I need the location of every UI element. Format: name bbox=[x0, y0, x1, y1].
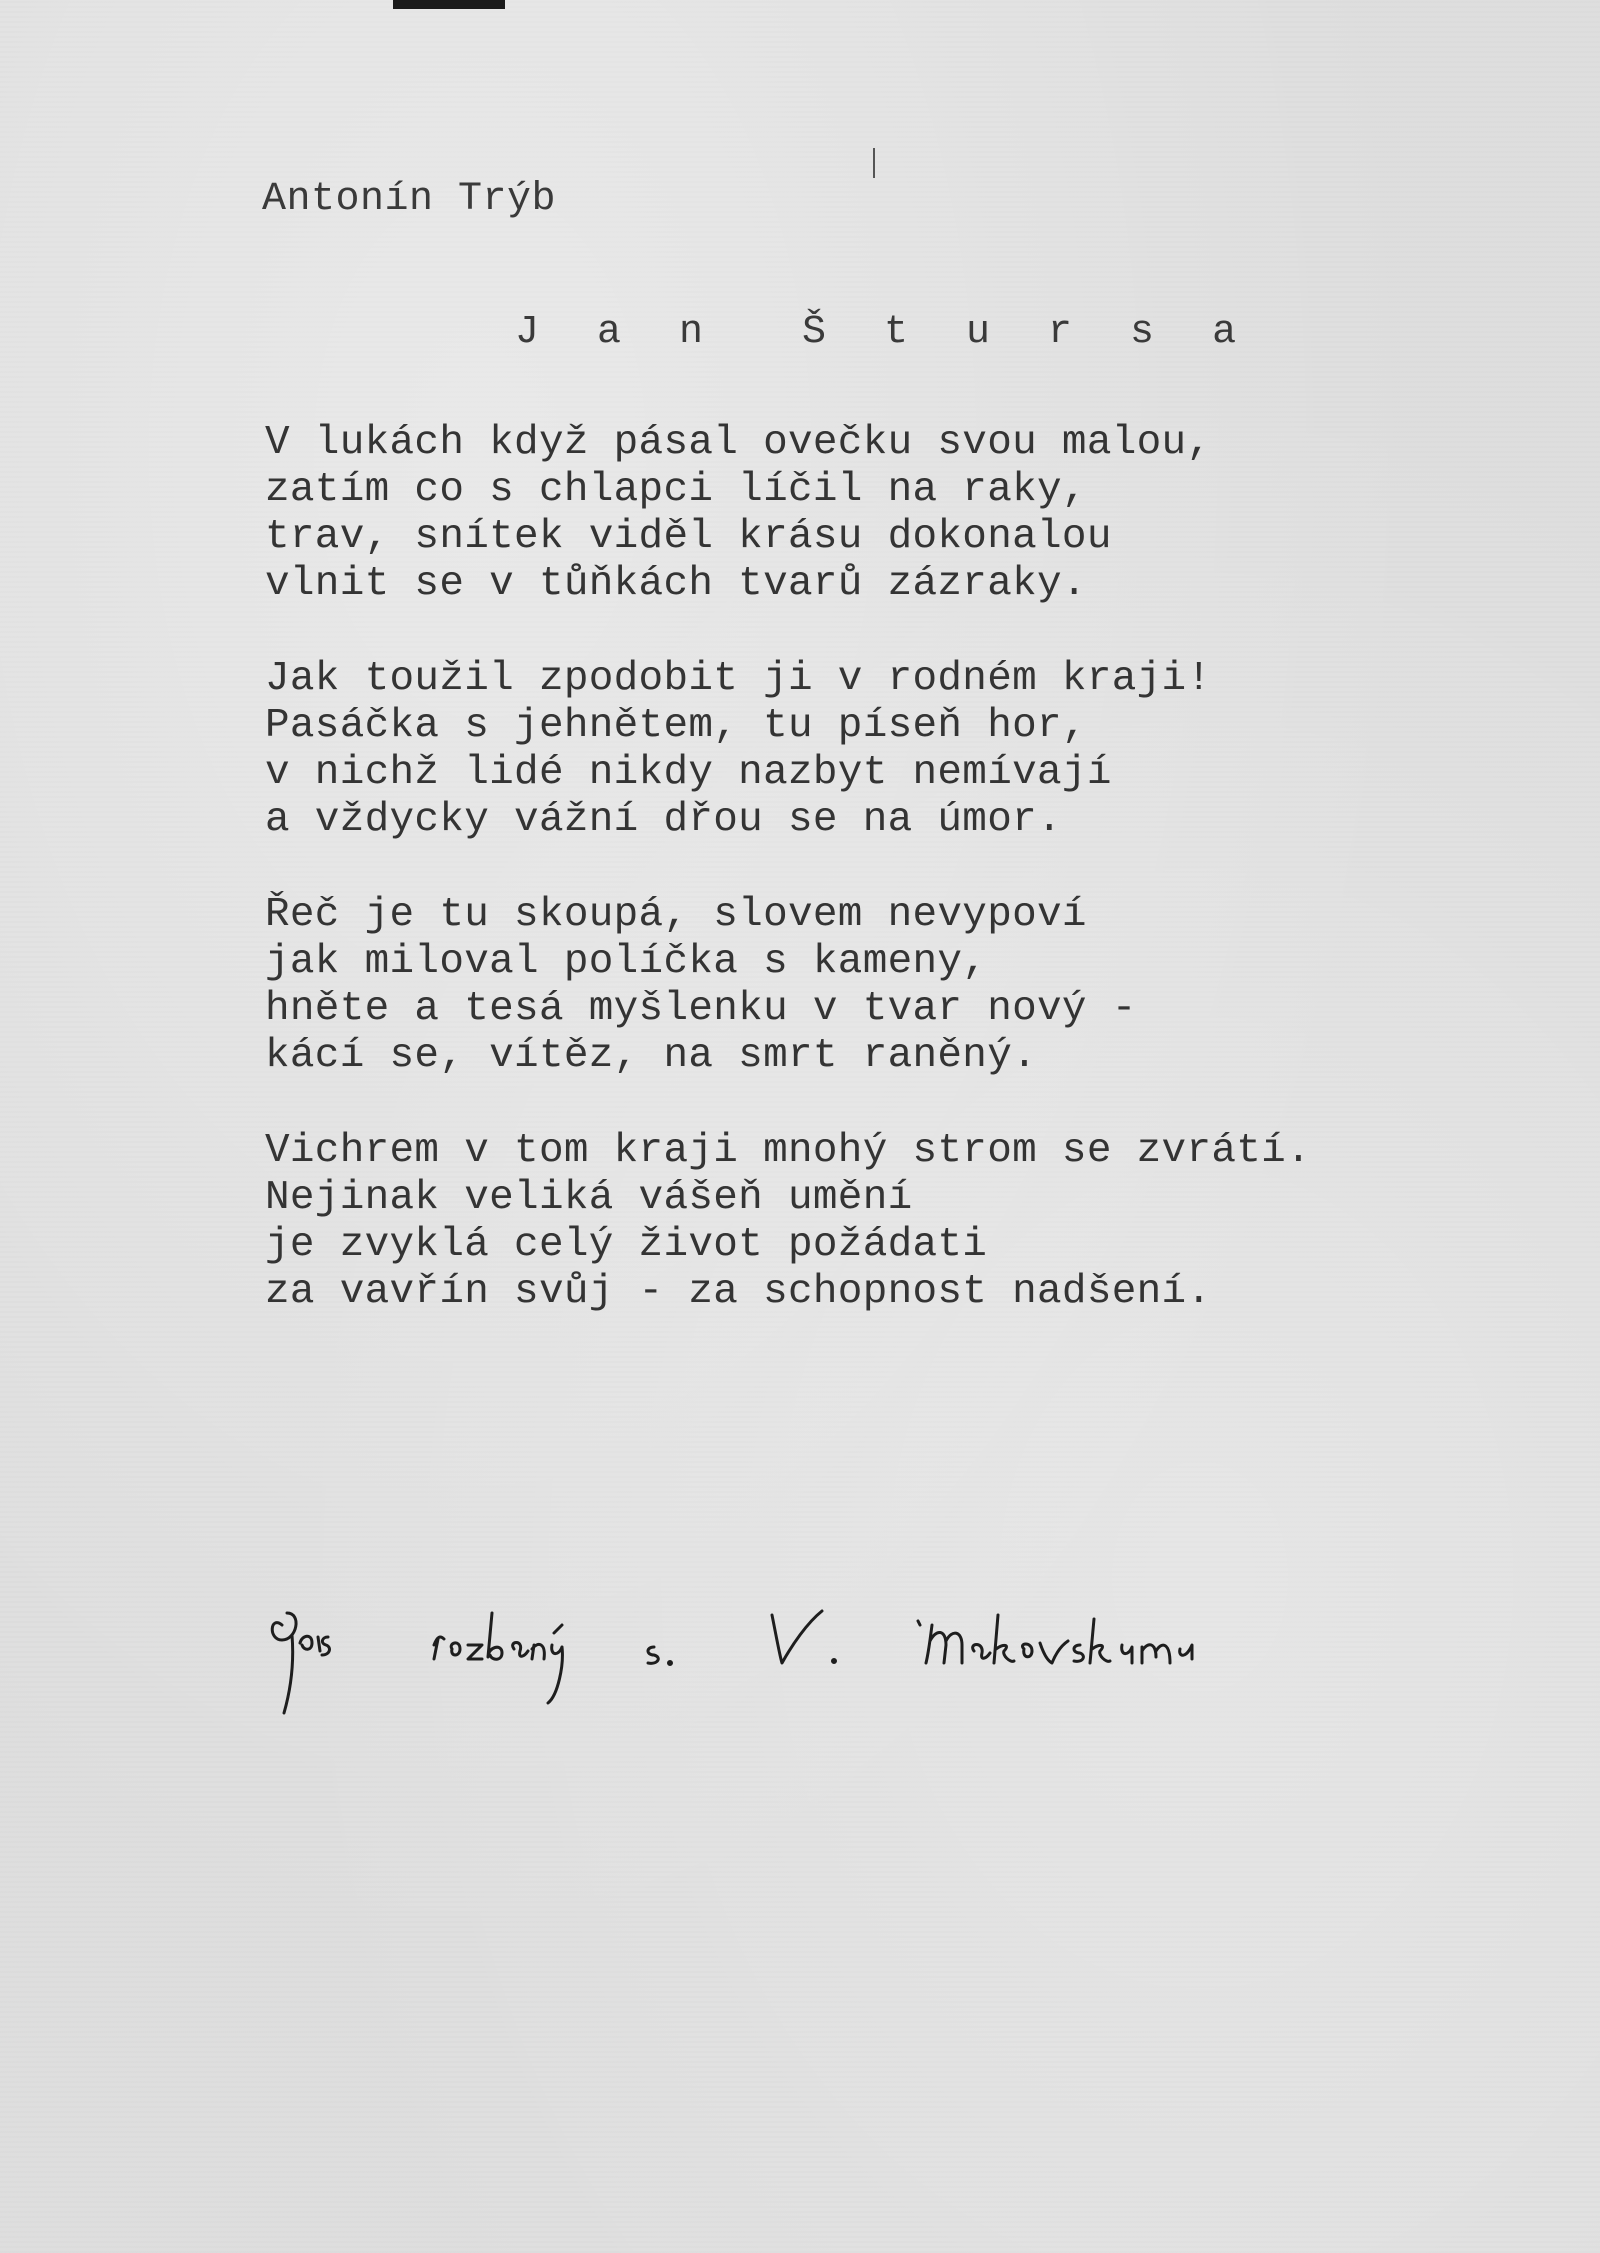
stray-pen-mark bbox=[873, 148, 875, 178]
stanza-1 bbox=[265, 420, 1311, 608]
stanza-4 bbox=[265, 1128, 1311, 1316]
poem-line: jak miloval políčka s kameny, bbox=[265, 939, 988, 985]
poem-line: je zvyklá celý život požádati bbox=[265, 1222, 988, 1268]
poem-line: Vichrem v tom kraji mnohý strom se zvrátí. bbox=[265, 1128, 1311, 1174]
author-name: Antonín Trýb bbox=[262, 177, 557, 222]
poem-line: trav, snítek viděl krásu dokonalou bbox=[265, 514, 1112, 560]
poem-line: zatím co s chlapci líčil na raky, bbox=[265, 467, 1087, 513]
scan-edge-mark bbox=[393, 0, 505, 9]
poem-line: Pasáčka s jehnětem, tu píseň hor, bbox=[265, 703, 1087, 749]
poem-line: Nejinak veliká vášeň umění bbox=[265, 1175, 913, 1221]
poem-line: a vždycky vážní dřou se na úmor. bbox=[265, 797, 1062, 843]
poem-line: v nichž lidé nikdy nazbyt nemívají bbox=[265, 750, 1112, 796]
poem-line: Jak toužil zpodobit ji v rodném kraji! bbox=[265, 656, 1212, 702]
poem-line: hněte a tesá myšlenku v tvar nový - bbox=[265, 986, 1137, 1032]
poem-line: kácí se, vítěz, na smrt raněný. bbox=[265, 1033, 1038, 1079]
poem-line: za vavřín svůj - za schopnost nadšení. bbox=[265, 1269, 1212, 1315]
poem-body bbox=[265, 420, 1311, 1364]
poem-title: J a n Š t u r s a bbox=[515, 310, 1254, 355]
poem-line: V lukách když pásal ovečku svou malou, bbox=[265, 420, 1212, 466]
poem-line: vlnit se v tůňkách tvarů zázraky. bbox=[265, 561, 1087, 607]
stanza-3 bbox=[265, 892, 1311, 1080]
poem-line: Řeč je tu skoupá, slovem nevypoví bbox=[265, 892, 1087, 938]
stanza-2 bbox=[265, 656, 1311, 844]
handwritten-note-signature bbox=[262, 1585, 1522, 1725]
